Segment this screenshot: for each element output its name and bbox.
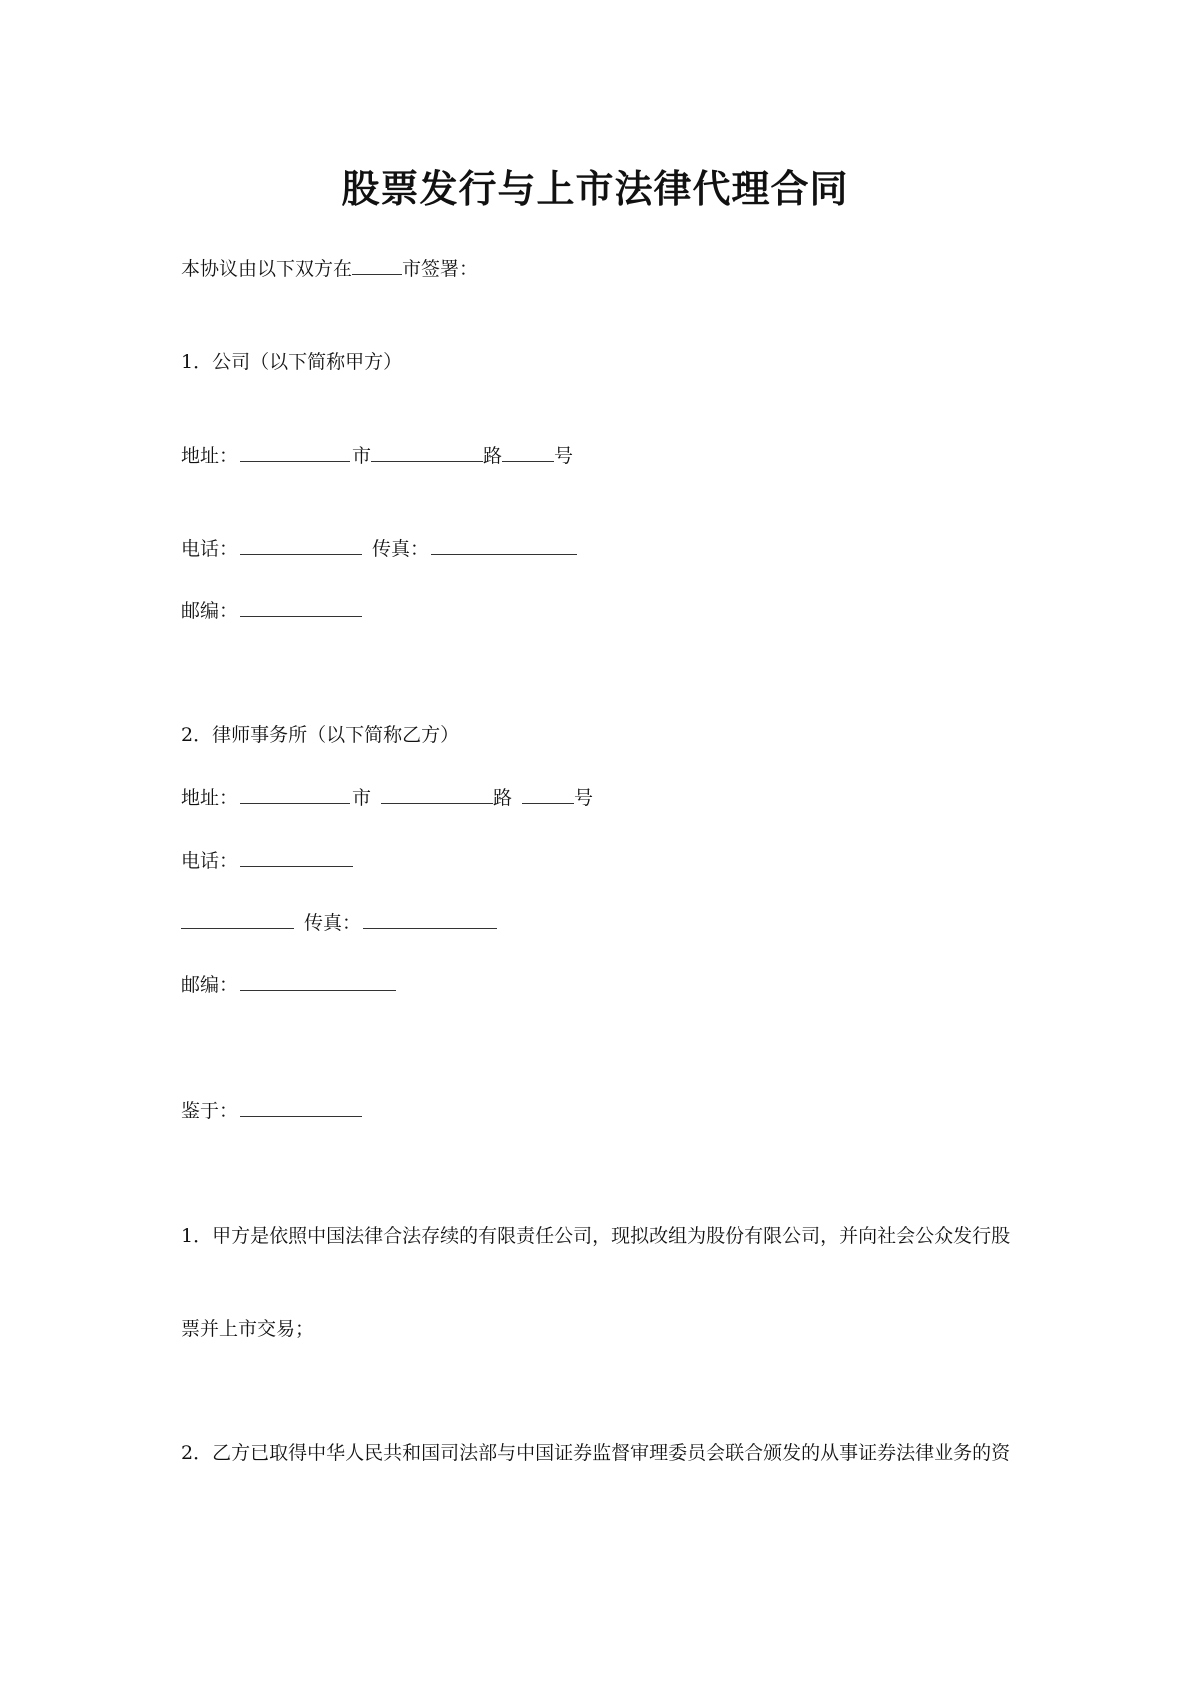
intro-text-before: 本协议由以下双方在 [181,258,353,280]
party-a-postcode-line [181,596,364,625]
party-a-number-blank[interactable] [502,441,554,462]
party-a-postcode-blank[interactable] [240,596,362,617]
party-b-heading: 2．律师事务所（以下简称乙方） [181,724,460,746]
party-b-postcode-blank[interactable] [240,970,396,991]
party-b-postcode-line [181,970,398,999]
party-b-number-blank[interactable] [522,783,574,804]
party-a-city-blank[interactable] [240,441,350,462]
party-b-phone-blank[interactable] [240,846,353,867]
number-label: 号 [574,787,594,809]
signing-city-blank[interactable] [352,254,402,275]
party-b-road-blank[interactable] [381,783,493,804]
document-title: 股票发行与上市法律代理合同 [341,167,849,211]
postcode-label: 邮编： [181,600,239,622]
clause-1-continued: 票并上市交易； [181,1318,315,1340]
city-label: 市 [352,787,372,809]
road-label: 路 [483,445,503,467]
clause-1: 1．甲方是依照中国法律合法存续的有限责任公司，现拟改组为股份有限公司，并向社会公众发行股 [181,1225,1011,1247]
party-a-fax-blank[interactable] [431,534,577,555]
whereas-line [181,1096,364,1125]
address-label: 地址： [181,445,239,467]
phone-label: 电话： [181,850,239,872]
address-label: 地址： [181,787,239,809]
intro-text-after: 市签署： [402,258,479,280]
road-label: 路 [493,787,513,809]
city-label: 市 [352,445,372,467]
fax-label: 传真： [372,538,430,560]
whereas-blank[interactable] [240,1096,362,1117]
intro-line [181,254,478,283]
party-b-phone-line [181,846,355,875]
party-a-address-line [181,441,573,470]
whereas-label: 鉴于： [181,1100,239,1122]
party-a-road-blank[interactable] [371,441,483,462]
party-b-phone-continued-blank[interactable] [181,908,294,929]
fax-label: 传真： [304,912,362,934]
number-label: 号 [554,445,574,467]
party-a-phone-blank[interactable] [240,534,362,555]
party-b-address-line [181,783,593,812]
party-b-fax-blank[interactable] [363,908,497,929]
clause-2: 2．乙方已取得中华人民共和国司法部与中国证券监督审理委员会联合颁发的从事证券法律业务的资 [181,1442,1011,1464]
phone-label: 电话： [181,538,239,560]
party-a-heading: 1．公司（以下简称甲方） [181,351,403,373]
party-b-city-blank[interactable] [240,783,350,804]
party-a-phone-fax-line [181,534,579,563]
postcode-label: 邮编： [181,974,239,996]
party-b-fax-line [181,908,499,937]
